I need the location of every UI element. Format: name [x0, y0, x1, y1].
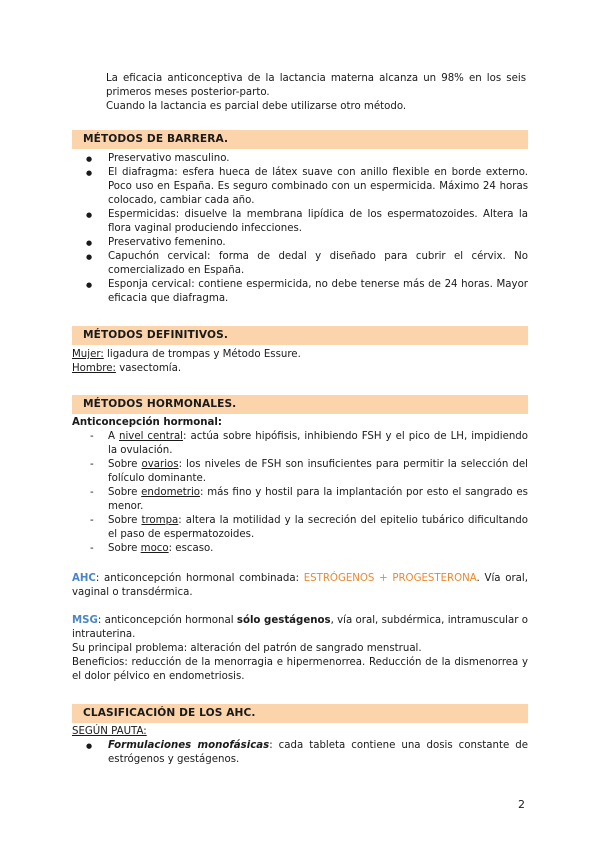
page-number: 2 — [518, 798, 525, 811]
section-heading-clasificacion: CLASIFICACIÓN DE LOS AHC. — [72, 704, 528, 723]
list-item: ● Formulaciones monofásicas: cada tableta contiene una dosis constante de estrógenos y gestágenos. — [84, 739, 528, 767]
pauta-label-block — [72, 725, 528, 739]
list-item: ● Preservativo masculino. — [84, 152, 528, 166]
list-item: ● Preservativo femenino. — [84, 236, 528, 250]
list-item: ● Espermicidas: disuelve la membrana lipídica de los espermatozoides. Altera la flora vaginal produciendo infecciones. — [84, 208, 528, 236]
pauta-label: SEGÚN PAUTA: — [72, 726, 147, 737]
definitivos-hombre: Hombre: vasectomía. — [72, 363, 182, 374]
barrera-list — [84, 152, 528, 306]
definitivos-mujer: Mujer: ligadura de trompas y Método Essure. — [72, 349, 301, 360]
section-heading-definitivos: MÉTODOS DEFINITIVOS. — [72, 326, 528, 345]
intro-line-1: La eficacia anticonceptiva de la lactancia materna alcanza un 98% en los seis primeros meses posterior-parto. — [106, 73, 526, 98]
list-item: - Sobre ovarios: los niveles de FSH son insuficientes para permitir la selección del folículo dominante. — [88, 458, 528, 486]
ahc-label: AHC — [72, 573, 96, 584]
list-item: ● Capuchón cervical: forma de dedal y diseñado para cubrir el cérvix. No comercializado en España. — [84, 250, 528, 278]
hombre-label: Hombre: — [72, 363, 116, 374]
mujer-label: Mujer: — [72, 349, 104, 360]
list-item: ● Esponja cervical: contiene espermicida, no debe tenerse más de 24 horas. Mayor eficacia que diafragma. — [84, 278, 528, 306]
ahc-highlight: ESTRÓGENOS + PROGESTERONA — [303, 573, 477, 584]
clasificacion-list — [84, 739, 528, 767]
list-item: - A nivel central: actúa sobre hipófisis, inhibiendo FSH y el pico de LH, impidiendo la ovulación. — [88, 430, 528, 458]
msg-paragraph: MSG: anticoncepción hormonal sólo gestágenos, vía oral, subdérmica, intramuscular o intrauterina. Su principal problema: alteración del patrón de sangrado menstrual. Beneficios: reducción de la menorragia e hipermenorrea. Reducción de la dismenorrea y el dolor pélvico en endometriosis. — [72, 615, 528, 682]
section-heading-hormonales: MÉTODOS HORMONALES. — [72, 395, 528, 414]
list-item: - Sobre endometrio: más fino y hostil para la implantación por esto el sangrado es menor. — [88, 486, 528, 514]
hormonales-list — [88, 430, 528, 556]
list-item: ● El diafragma: esfera hueca de látex suave con anillo flexible en borde externo. Poco uso en España. Es seguro combinado con un espermicida. Máximo 24 horas colocado, cambiar cada año. — [84, 166, 528, 208]
definitivos-block — [72, 348, 528, 376]
ahc-paragraph: AHC: anticoncepción hormonal combinada: ESTRÓGENOS + PROGESTERONA. Vía oral, vaginal o transdérmica. — [72, 573, 528, 598]
msg-label: MSG — [72, 615, 98, 626]
list-item: - Sobre trompa: altera la motilidad y la secreción del epitelio tubárico dificultando el paso de espermatozoides. — [88, 514, 528, 542]
section-heading-barrera: MÉTODOS DE BARRERA. — [72, 130, 528, 149]
list-item: - Sobre moco: escaso. — [88, 542, 528, 556]
intro-line-2: Cuando la lactancia es parcial debe utilizarse otro método. — [106, 101, 407, 112]
hormonales-subtitle: Anticoncepción hormonal: — [72, 417, 222, 428]
msg-problema: Su principal problema: alteración del patrón de sangrado menstrual. — [72, 643, 422, 654]
msg-beneficios: Beneficios: reducción de la menorragia e hipermenorrea. Reducción de la dismenorrea y el dolor pélvico en endometriosis. — [72, 657, 528, 682]
intro-paragraph — [106, 72, 526, 114]
